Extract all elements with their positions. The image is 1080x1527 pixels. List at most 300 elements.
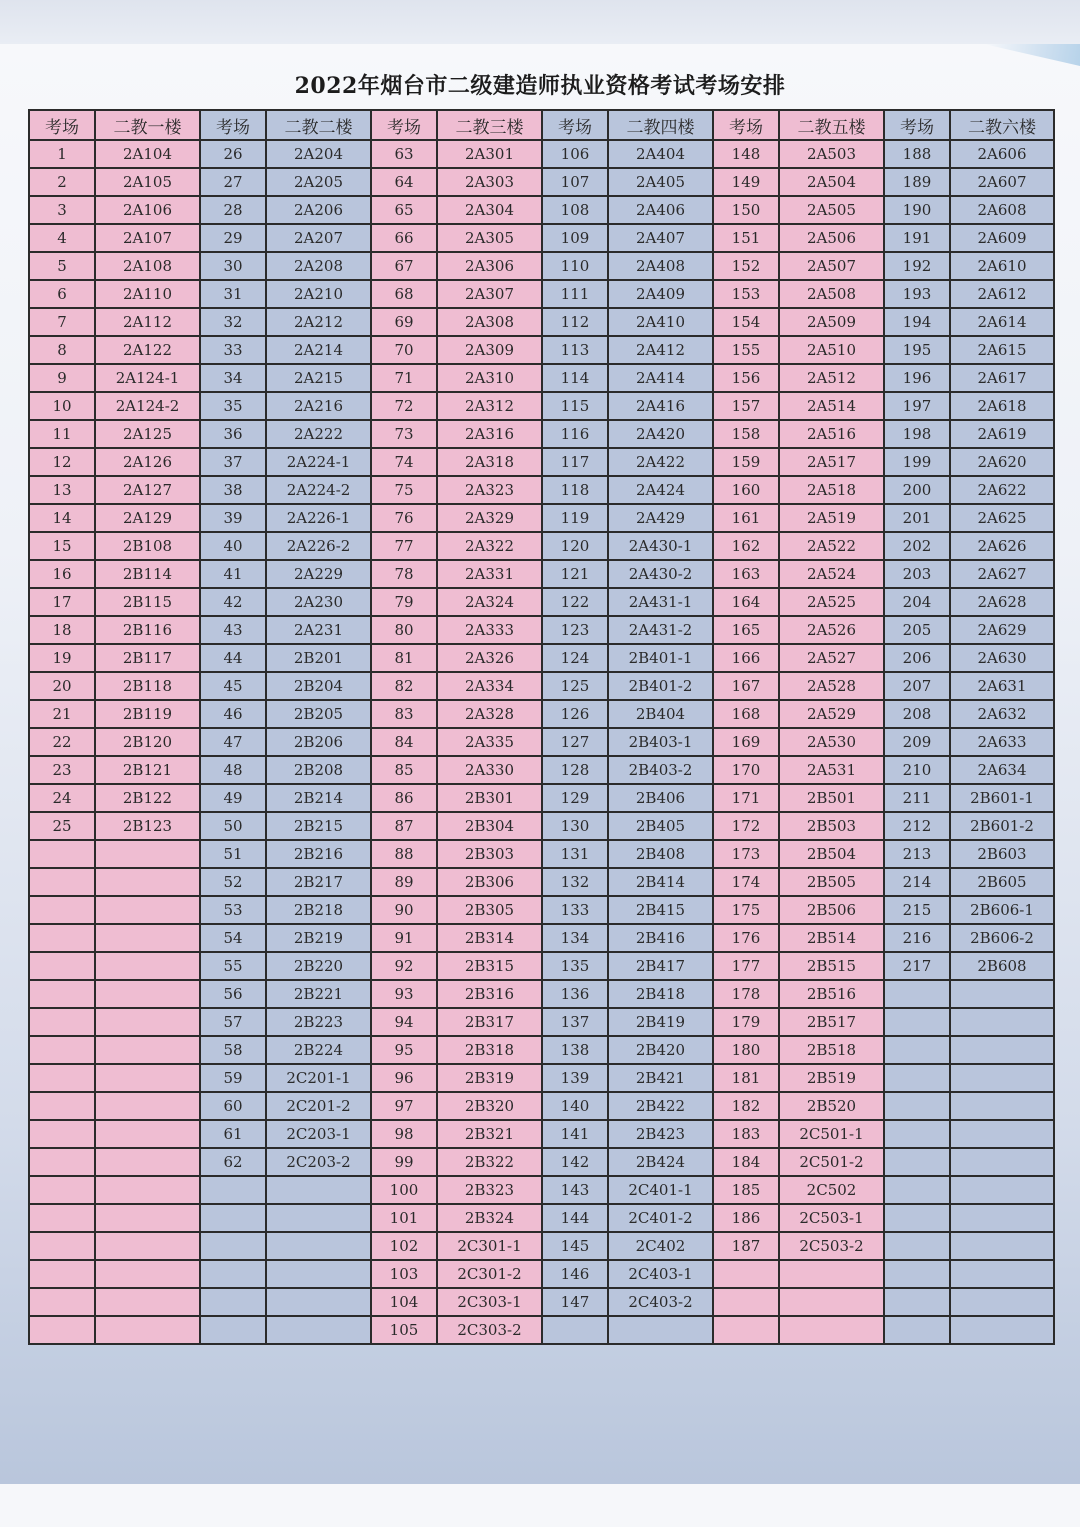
room-number-cell: 177 <box>713 952 779 980</box>
room-number-cell: 140 <box>542 1092 608 1120</box>
classroom-cell: 2A612 <box>950 280 1054 308</box>
room-number-cell: 85 <box>371 756 437 784</box>
room-number-cell: 3 <box>29 196 95 224</box>
room-number-cell: 17 <box>29 588 95 616</box>
classroom-cell: 2B406 <box>608 784 713 812</box>
room-number-cell: 179 <box>713 1008 779 1036</box>
room-number-cell: 44 <box>200 644 266 672</box>
classroom-cell: 2A222 <box>266 420 371 448</box>
classroom-cell: 2C203-1 <box>266 1120 371 1148</box>
classroom-cell: 2B416 <box>608 924 713 952</box>
room-number-cell <box>29 1316 95 1344</box>
classroom-cell: 2B422 <box>608 1092 713 1120</box>
classroom-cell: 2B305 <box>437 896 542 924</box>
room-number-cell: 149 <box>713 168 779 196</box>
classroom-cell: 2C301-2 <box>437 1260 542 1288</box>
room-number-cell: 18 <box>29 616 95 644</box>
room-number-cell: 70 <box>371 336 437 364</box>
header-room: 考场 <box>29 110 95 140</box>
classroom-cell <box>95 1204 200 1232</box>
classroom-cell: 2B404 <box>608 700 713 728</box>
classroom-cell: 2B316 <box>437 980 542 1008</box>
classroom-cell: 2B501 <box>779 784 884 812</box>
classroom-cell: 2B606-2 <box>950 924 1054 952</box>
room-number-cell: 58 <box>200 1036 266 1064</box>
classroom-cell: 2B401-2 <box>608 672 713 700</box>
room-number-cell: 10 <box>29 392 95 420</box>
classroom-cell: 2B504 <box>779 840 884 868</box>
classroom-cell: 2A335 <box>437 728 542 756</box>
room-number-cell: 49 <box>200 784 266 812</box>
room-number-cell: 12 <box>29 448 95 476</box>
classroom-cell: 2A527 <box>779 644 884 672</box>
room-number-cell: 55 <box>200 952 266 980</box>
classroom-cell <box>779 1288 884 1316</box>
room-number-cell: 196 <box>884 364 950 392</box>
classroom-cell: 2A618 <box>950 392 1054 420</box>
classroom-cell: 2A409 <box>608 280 713 308</box>
room-number-cell <box>884 1288 950 1316</box>
classroom-cell: 2C503-1 <box>779 1204 884 1232</box>
room-number-cell <box>200 1204 266 1232</box>
classroom-cell <box>95 1288 200 1316</box>
table-row <box>29 980 1054 1008</box>
room-number-cell: 115 <box>542 392 608 420</box>
table-row <box>29 1092 1054 1120</box>
table-row <box>29 336 1054 364</box>
classroom-cell: 2A630 <box>950 644 1054 672</box>
room-number-cell: 114 <box>542 364 608 392</box>
classroom-cell: 2A208 <box>266 252 371 280</box>
classroom-cell: 2A629 <box>950 616 1054 644</box>
classroom-cell <box>950 980 1054 1008</box>
classroom-cell: 2B517 <box>779 1008 884 1036</box>
classroom-cell: 2B324 <box>437 1204 542 1232</box>
classroom-cell: 2A329 <box>437 504 542 532</box>
room-number-cell: 195 <box>884 336 950 364</box>
room-number-cell <box>29 1008 95 1036</box>
classroom-cell <box>950 1176 1054 1204</box>
page-title: 2022年烟台市二级建造师执业资格考试考场安排 <box>294 73 786 99</box>
room-number-cell: 22 <box>29 728 95 756</box>
table-row <box>29 616 1054 644</box>
room-number-cell: 5 <box>29 252 95 280</box>
room-number-cell: 118 <box>542 476 608 504</box>
classroom-cell: 2B304 <box>437 812 542 840</box>
room-number-cell: 33 <box>200 336 266 364</box>
classroom-cell: 2A431-1 <box>608 588 713 616</box>
room-number-cell: 189 <box>884 168 950 196</box>
room-number-cell: 100 <box>371 1176 437 1204</box>
classroom-cell: 2B601-1 <box>950 784 1054 812</box>
room-number-cell: 36 <box>200 420 266 448</box>
classroom-cell <box>95 1120 200 1148</box>
classroom-cell: 2A301 <box>437 140 542 168</box>
classroom-cell: 2A506 <box>779 224 884 252</box>
classroom-cell: 2C303-1 <box>437 1288 542 1316</box>
room-number-cell: 53 <box>200 896 266 924</box>
classroom-cell: 2B519 <box>779 1064 884 1092</box>
table-row <box>29 1316 1054 1344</box>
room-number-cell: 161 <box>713 504 779 532</box>
room-number-cell: 54 <box>200 924 266 952</box>
room-number-cell: 170 <box>713 756 779 784</box>
classroom-cell: 2B606-1 <box>950 896 1054 924</box>
room-number-cell <box>884 980 950 1008</box>
classroom-cell: 2A528 <box>779 672 884 700</box>
classroom-cell: 2B301 <box>437 784 542 812</box>
classroom-cell: 2A633 <box>950 728 1054 756</box>
room-number-cell <box>29 896 95 924</box>
room-number-cell <box>884 1008 950 1036</box>
table-row <box>29 448 1054 476</box>
header-building-1: 二教一楼 <box>95 110 200 140</box>
room-number-cell: 94 <box>371 1008 437 1036</box>
top-margin <box>0 0 1080 44</box>
room-number-cell <box>29 1092 95 1120</box>
header-building-2: 二教二楼 <box>266 110 371 140</box>
room-number-cell <box>884 1064 950 1092</box>
classroom-cell <box>608 1316 713 1344</box>
room-number-cell: 171 <box>713 784 779 812</box>
room-number-cell: 88 <box>371 840 437 868</box>
classroom-cell: 2B123 <box>95 812 200 840</box>
room-number-cell: 39 <box>200 504 266 532</box>
table-row <box>29 952 1054 980</box>
table-row <box>29 840 1054 868</box>
classroom-cell <box>95 840 200 868</box>
classroom-cell: 2B603 <box>950 840 1054 868</box>
room-number-cell: 160 <box>713 476 779 504</box>
room-number-cell: 7 <box>29 308 95 336</box>
classroom-cell: 2B314 <box>437 924 542 952</box>
classroom-cell: 2B403-1 <box>608 728 713 756</box>
classroom-cell: 2B317 <box>437 1008 542 1036</box>
room-number-cell: 129 <box>542 784 608 812</box>
room-number-cell: 16 <box>29 560 95 588</box>
room-number-cell: 42 <box>200 588 266 616</box>
classroom-cell: 2A125 <box>95 420 200 448</box>
classroom-cell: 2B418 <box>608 980 713 1008</box>
classroom-cell: 2C203-2 <box>266 1148 371 1176</box>
room-number-cell <box>29 952 95 980</box>
room-number-cell: 13 <box>29 476 95 504</box>
room-number-cell: 76 <box>371 504 437 532</box>
room-number-cell: 119 <box>542 504 608 532</box>
classroom-cell <box>95 1260 200 1288</box>
room-number-cell: 208 <box>884 700 950 728</box>
room-number-cell <box>884 1092 950 1120</box>
classroom-cell <box>95 1316 200 1344</box>
classroom-cell <box>779 1316 884 1344</box>
room-number-cell <box>884 1036 950 1064</box>
room-number-cell: 155 <box>713 336 779 364</box>
room-number-cell: 8 <box>29 336 95 364</box>
classroom-cell: 2B223 <box>266 1008 371 1036</box>
room-number-cell: 215 <box>884 896 950 924</box>
classroom-cell <box>95 1148 200 1176</box>
room-number-cell: 211 <box>884 784 950 812</box>
table-row <box>29 532 1054 560</box>
classroom-cell: 2B117 <box>95 644 200 672</box>
room-number-cell: 193 <box>884 280 950 308</box>
room-number-cell: 83 <box>371 700 437 728</box>
classroom-cell: 2B303 <box>437 840 542 868</box>
room-number-cell <box>29 1036 95 1064</box>
room-number-cell: 202 <box>884 532 950 560</box>
room-number-cell: 43 <box>200 616 266 644</box>
classroom-cell: 2B321 <box>437 1120 542 1148</box>
room-number-cell: 104 <box>371 1288 437 1316</box>
room-number-cell: 23 <box>29 756 95 784</box>
room-number-cell: 131 <box>542 840 608 868</box>
classroom-cell: 2A510 <box>779 336 884 364</box>
room-number-cell: 153 <box>713 280 779 308</box>
classroom-cell: 2A508 <box>779 280 884 308</box>
table-row <box>29 896 1054 924</box>
room-number-cell: 105 <box>371 1316 437 1344</box>
room-number-cell: 38 <box>200 476 266 504</box>
classroom-cell: 2A504 <box>779 168 884 196</box>
classroom-cell: 2B322 <box>437 1148 542 1176</box>
room-number-cell: 167 <box>713 672 779 700</box>
room-number-cell: 122 <box>542 588 608 616</box>
classroom-cell: 2C503-2 <box>779 1232 884 1260</box>
room-number-cell: 175 <box>713 896 779 924</box>
classroom-cell: 2A303 <box>437 168 542 196</box>
room-number-cell <box>884 1176 950 1204</box>
room-number-cell: 59 <box>200 1064 266 1092</box>
room-number-cell <box>884 1120 950 1148</box>
header-room: 考场 <box>713 110 779 140</box>
room-number-cell: 99 <box>371 1148 437 1176</box>
classroom-cell: 2B217 <box>266 868 371 896</box>
header-room: 考场 <box>371 110 437 140</box>
room-number-cell: 46 <box>200 700 266 728</box>
table-row <box>29 924 1054 952</box>
room-number-cell: 192 <box>884 252 950 280</box>
room-number-cell: 71 <box>371 364 437 392</box>
room-number-cell: 146 <box>542 1260 608 1288</box>
room-number-cell: 106 <box>542 140 608 168</box>
classroom-cell: 2A524 <box>779 560 884 588</box>
room-number-cell: 78 <box>371 560 437 588</box>
classroom-cell: 2A619 <box>950 420 1054 448</box>
table-row <box>29 1176 1054 1204</box>
table-row <box>29 812 1054 840</box>
table-row <box>29 504 1054 532</box>
room-number-cell: 29 <box>200 224 266 252</box>
classroom-cell <box>950 1316 1054 1344</box>
room-number-cell: 111 <box>542 280 608 308</box>
room-number-cell <box>29 1148 95 1176</box>
room-number-cell: 14 <box>29 504 95 532</box>
classroom-cell <box>95 980 200 1008</box>
classroom-cell: 2A210 <box>266 280 371 308</box>
room-number-cell: 92 <box>371 952 437 980</box>
classroom-cell <box>950 1232 1054 1260</box>
classroom-cell: 2A517 <box>779 448 884 476</box>
classroom-cell: 2C401-1 <box>608 1176 713 1204</box>
header-building-3: 二教三楼 <box>437 110 542 140</box>
classroom-cell: 2A627 <box>950 560 1054 588</box>
classroom-cell: 2B403-2 <box>608 756 713 784</box>
room-number-cell: 132 <box>542 868 608 896</box>
classroom-cell: 2B414 <box>608 868 713 896</box>
classroom-cell: 2A224-1 <box>266 448 371 476</box>
classroom-cell: 2A122 <box>95 336 200 364</box>
room-number-cell: 164 <box>713 588 779 616</box>
classroom-cell: 2A224-2 <box>266 476 371 504</box>
classroom-cell: 2A406 <box>608 196 713 224</box>
classroom-cell: 2B221 <box>266 980 371 1008</box>
room-number-cell <box>29 980 95 1008</box>
room-number-cell: 108 <box>542 196 608 224</box>
table-row <box>29 420 1054 448</box>
room-number-cell: 150 <box>713 196 779 224</box>
classroom-cell: 2B205 <box>266 700 371 728</box>
room-number-cell: 2 <box>29 168 95 196</box>
table-row <box>29 644 1054 672</box>
room-number-cell: 206 <box>884 644 950 672</box>
room-number-cell <box>29 840 95 868</box>
classroom-cell: 2A531 <box>779 756 884 784</box>
room-number-cell: 125 <box>542 672 608 700</box>
room-number-cell: 77 <box>371 532 437 560</box>
room-number-cell: 112 <box>542 308 608 336</box>
room-number-cell <box>29 868 95 896</box>
classroom-cell: 2B424 <box>608 1148 713 1176</box>
table-row <box>29 1008 1054 1036</box>
classroom-cell: 2B219 <box>266 924 371 952</box>
room-number-cell: 98 <box>371 1120 437 1148</box>
classroom-cell: 2A333 <box>437 616 542 644</box>
classroom-cell: 2A412 <box>608 336 713 364</box>
room-number-cell: 72 <box>371 392 437 420</box>
table-row <box>29 1260 1054 1288</box>
room-number-cell: 26 <box>200 140 266 168</box>
room-number-cell: 188 <box>884 140 950 168</box>
classroom-cell: 2A330 <box>437 756 542 784</box>
classroom-cell: 2A305 <box>437 224 542 252</box>
classroom-cell: 2A507 <box>779 252 884 280</box>
table-row <box>29 476 1054 504</box>
header-room: 考场 <box>884 110 950 140</box>
header-building-6: 二教六楼 <box>950 110 1054 140</box>
table-body <box>29 140 1054 1344</box>
classroom-cell: 2A226-1 <box>266 504 371 532</box>
room-number-cell: 45 <box>200 672 266 700</box>
classroom-cell: 2A322 <box>437 532 542 560</box>
classroom-cell <box>95 1092 200 1120</box>
classroom-cell: 2A129 <box>95 504 200 532</box>
room-number-cell: 130 <box>542 812 608 840</box>
classroom-cell: 2A230 <box>266 588 371 616</box>
room-number-cell <box>200 1232 266 1260</box>
classroom-cell: 2C401-2 <box>608 1204 713 1232</box>
classroom-cell: 2C403-2 <box>608 1288 713 1316</box>
classroom-cell: 2A308 <box>437 308 542 336</box>
room-number-cell <box>29 1260 95 1288</box>
classroom-cell <box>266 1316 371 1344</box>
classroom-cell: 2B516 <box>779 980 884 1008</box>
room-number-cell: 203 <box>884 560 950 588</box>
classroom-cell: 2B421 <box>608 1064 713 1092</box>
classroom-cell: 2B420 <box>608 1036 713 1064</box>
classroom-cell: 2A105 <box>95 168 200 196</box>
classroom-cell: 2A214 <box>266 336 371 364</box>
room-number-cell <box>200 1260 266 1288</box>
room-number-cell: 201 <box>884 504 950 532</box>
room-number-cell: 144 <box>542 1204 608 1232</box>
classroom-cell: 2B206 <box>266 728 371 756</box>
classroom-cell: 2A503 <box>779 140 884 168</box>
room-number-cell: 82 <box>371 672 437 700</box>
room-number-cell: 172 <box>713 812 779 840</box>
classroom-cell: 2A526 <box>779 616 884 644</box>
table-row <box>29 1064 1054 1092</box>
table-row <box>29 196 1054 224</box>
room-number-cell: 65 <box>371 196 437 224</box>
room-number-cell: 11 <box>29 420 95 448</box>
room-number-cell: 61 <box>200 1120 266 1148</box>
classroom-cell: 2A522 <box>779 532 884 560</box>
room-number-cell: 187 <box>713 1232 779 1260</box>
room-number-cell: 32 <box>200 308 266 336</box>
table-row <box>29 1036 1054 1064</box>
classroom-cell: 2A306 <box>437 252 542 280</box>
room-number-cell: 136 <box>542 980 608 1008</box>
room-number-cell: 116 <box>542 420 608 448</box>
classroom-cell: 2A127 <box>95 476 200 504</box>
table-row <box>29 308 1054 336</box>
room-number-cell: 151 <box>713 224 779 252</box>
room-number-cell: 21 <box>29 700 95 728</box>
classroom-cell: 2B514 <box>779 924 884 952</box>
classroom-cell <box>95 1232 200 1260</box>
classroom-cell: 2A204 <box>266 140 371 168</box>
classroom-cell <box>95 1064 200 1092</box>
room-number-cell: 74 <box>371 448 437 476</box>
classroom-cell: 2A110 <box>95 280 200 308</box>
classroom-cell: 2B121 <box>95 756 200 784</box>
table-row <box>29 868 1054 896</box>
room-number-cell: 75 <box>371 476 437 504</box>
classroom-cell: 2A615 <box>950 336 1054 364</box>
room-number-cell: 212 <box>884 812 950 840</box>
room-number-cell: 145 <box>542 1232 608 1260</box>
classroom-cell: 2A404 <box>608 140 713 168</box>
classroom-cell: 2A420 <box>608 420 713 448</box>
room-number-cell: 138 <box>542 1036 608 1064</box>
classroom-cell: 2A422 <box>608 448 713 476</box>
room-number-cell: 81 <box>371 644 437 672</box>
classroom-cell: 2A326 <box>437 644 542 672</box>
classroom-cell: 2C201-2 <box>266 1092 371 1120</box>
room-number-cell: 123 <box>542 616 608 644</box>
classroom-cell: 2A614 <box>950 308 1054 336</box>
room-number-cell: 25 <box>29 812 95 840</box>
classroom-cell: 2A631 <box>950 672 1054 700</box>
classroom-cell: 2B323 <box>437 1176 542 1204</box>
classroom-cell: 2A430-2 <box>608 560 713 588</box>
classroom-cell <box>95 1036 200 1064</box>
classroom-cell <box>266 1288 371 1316</box>
classroom-cell: 2A407 <box>608 224 713 252</box>
room-number-cell: 68 <box>371 280 437 308</box>
room-number-cell: 139 <box>542 1064 608 1092</box>
room-number-cell <box>29 1232 95 1260</box>
